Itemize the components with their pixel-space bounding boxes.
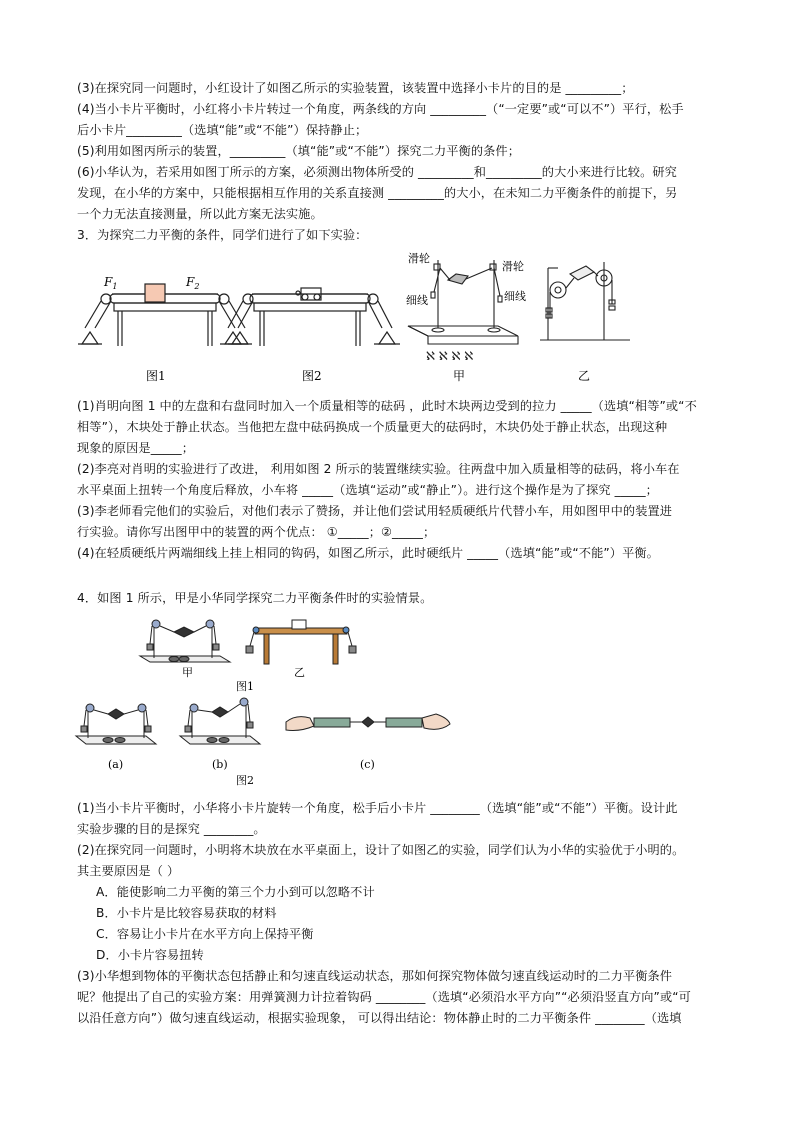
q4-figures [70, 610, 470, 790]
q4-stem: 4．如图 1 所示，甲是小华同学探究二力平衡条件时的实验情景。 [77, 591, 433, 605]
q3-stem: 3．为探究二力平衡的条件，同学们进行了如下实验： [77, 228, 368, 242]
q3-f2-label: $F_2$ [186, 275, 200, 291]
q4-part3-cont2: 以沿任意方向”）做匀速直线运动，根据实验现象， 可以得出结论：物体静止时的二力平衡条件 ________（选填 [77, 1011, 682, 1025]
q3-figure-jia [408, 260, 518, 363]
q4-part3: (3)小华想到物体的平衡状态包括静止和匀速直线运动状态，那如何探究物体做匀速直线运动时的二力平衡条件 [77, 969, 673, 983]
q4-option-c: C．容易让小卡片在水平方向上保持平衡 [96, 927, 314, 941]
q3-figure-jia-caption: 甲 [453, 369, 466, 383]
svg-text:ℵ ℵ ℵ ℵ: ℵ ℵ ℵ ℵ [426, 349, 474, 363]
q4-figure1-caption: 图1 [236, 680, 254, 693]
q3-part3-cont: 行实验。请你写出图甲中的装置的两个优点： ①_____；②_____； [77, 525, 436, 539]
q3-figures [70, 248, 650, 388]
q3-string-left-label: 细线 [406, 294, 428, 307]
q3-part1: (1)肖明向图 1 中的左盘和右盘同时加入一个质量相等的砝码 ，此时木块两边受到的拉力 _____（选填“相等”或“不 [77, 399, 697, 413]
q3-figure1-caption: 图1 [146, 369, 166, 383]
q3-figure2-table-cart [220, 288, 400, 346]
q2-part3: (3)在探究同一问题时，小红设计了如图乙所示的实验装置，该装置中选择小卡片的目的是 _________； [77, 81, 634, 95]
q3-part3: (3)李老师看完他们的实验后，对他们表示了赞扬，并让他们尝试用轻质硬纸片代替小车，用如图甲中的装置进 [77, 504, 673, 518]
q4-part2: (2)在探究同一问题时，小明将木块放在水平桌面上，设计了如图乙的实验，同学们认为小华的实验优于小明的。 [77, 843, 685, 857]
q4-figure2-c [286, 714, 450, 731]
q4-figure2-b [180, 698, 260, 744]
q4-figure2-caption: 图2 [236, 774, 254, 787]
q3-pulley-left-label: 滑轮 [408, 252, 430, 265]
q3-part1-cont2: 现象的原因是_____； [77, 441, 194, 455]
q4-part2-cont: 其主要原因是（ ） [77, 864, 180, 878]
q3-figure2-caption: 图2 [302, 369, 322, 383]
q2-part4-cont: 后小卡片_________（选填“能”或“不能”）保持静止； [77, 123, 368, 137]
q3-figure-yi [540, 262, 630, 340]
q2-part4: (4)当小卡片平衡时，小红将小卡片转过一个角度，两条线的方向 _________（“一定要”或“可以不”）平行，松手 [77, 102, 684, 116]
q3-figure-yi-caption: 乙 [578, 369, 591, 383]
q3-pulley-right-label: 滑轮 [502, 260, 524, 273]
q3-f1-label: $F_1$ [104, 275, 118, 291]
q3-part1-cont1: 相等”），木块处于静止状态。当他把左盘中砝码换成一个质量更大的砝码时，木块仍处于静止状态，出现这种 [77, 420, 668, 434]
q4-figure1-jia [140, 620, 230, 662]
q4-figure1-yi [246, 620, 356, 664]
q3-part2: (2)李亮对肖明的实验进行了改进， 利用如图 2 所示的装置继续实验。往两盘中加入质量相等的砝码，将小车在 [77, 462, 680, 476]
q4-figure2-b-caption: (b) [212, 758, 228, 771]
q3-string-right-label: 细线 [504, 290, 526, 303]
q4-option-b: B．小卡片是比较容易获取的材料 [96, 906, 277, 920]
q2-part6-cont1: 发现，在小华的方案中，只能根据相互作用的关系直接测 _________的大小，在未知二力平衡条件的前提下，另 [77, 186, 678, 200]
q4-figure2-a-caption: (a) [108, 758, 124, 771]
q3-part2-cont: 水平桌面上扭转一个角度后释放，小车将 _____（选填“运动”或“静止”）。进行这个操作是为了探究 _____； [77, 483, 658, 497]
q2-part6-cont2: 一个力无法直接测量，所以此方案无法实施。 [77, 207, 323, 221]
q4-option-d: D．小卡片容易扭转 [96, 948, 204, 962]
q4-figure2-a [76, 704, 156, 744]
q4-part3-cont1: 呢？他提出了自己的实验方案：用弹簧测力计拉着钩码 ________（选填“必须沿水平方向”“必须沿竖直方向”或“可 [77, 990, 691, 1004]
q4-option-a: A．能使影响二力平衡的第三个力小到可以忽略不计 [96, 885, 375, 899]
q3-part4: (4)在轻质硬纸片两端细线上挂上相同的钩码，如图乙所示，此时硬纸片 _____（选填“能”或“不能”）平衡。 [77, 546, 659, 560]
q3-figure1-table-block [78, 284, 252, 346]
q2-part6: (6)小华认为，若采用如图丁所示的方案，必须测出物体所受的 _________和_________的大小来进行比较。研究 [77, 165, 677, 179]
q4-figure2-c-caption: (c) [360, 758, 375, 771]
q2-part5: (5)利用如图丙所示的装置，_________（填“能”或“不能”）探究二力平衡的条件； [77, 144, 521, 158]
q4-part1: (1)当小卡片平衡时，小华将小卡片旋转一个角度，松手后小卡片 ________（选填“能”或“不能”）平衡。设计此 [77, 801, 678, 815]
q4-figure1-yi-caption: 乙 [294, 666, 305, 679]
q4-part1-cont: 实验步骤的目的是探究 ________。 [77, 822, 266, 836]
q4-figure1-jia-caption: 甲 [182, 666, 193, 679]
